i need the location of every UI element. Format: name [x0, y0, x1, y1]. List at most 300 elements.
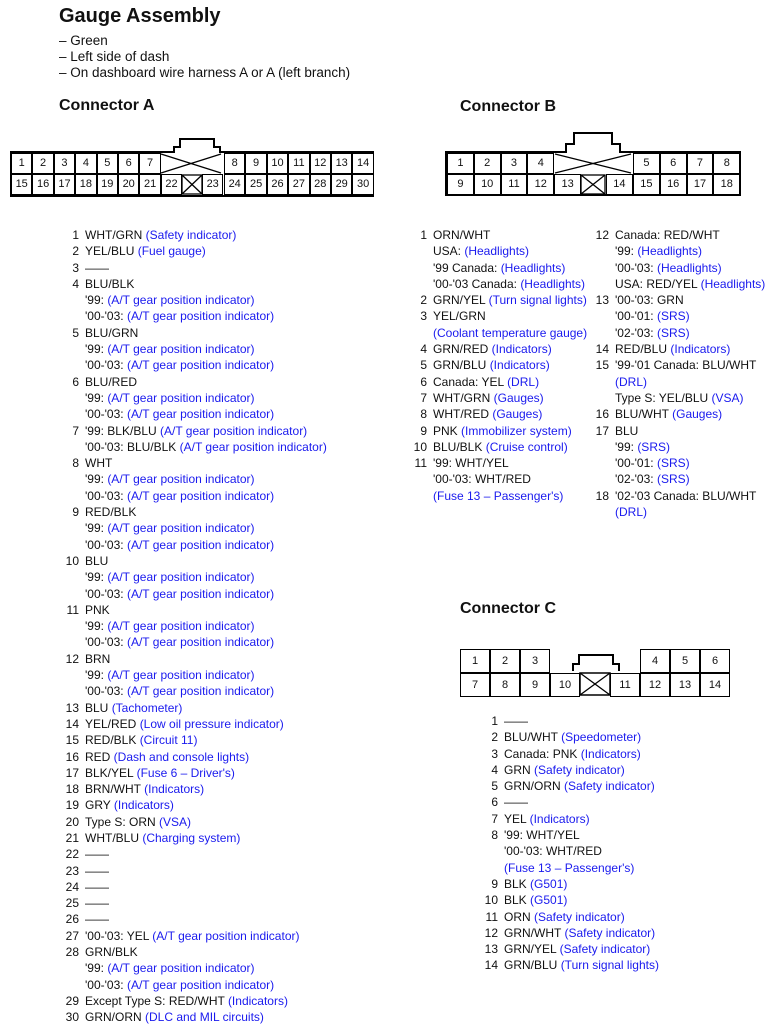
pin-number: 17	[595, 423, 609, 438]
circuit-description: (G501)	[530, 893, 568, 908]
circuit-description: (Gauges)	[493, 390, 544, 405]
connector-b-cavity-14: 14	[606, 174, 633, 195]
pin-entry	[474, 827, 659, 876]
circuit-description: (Low oil pressure indicator)	[139, 716, 284, 731]
wire-color: WHT/BLU	[85, 830, 143, 845]
pin-number: 14	[484, 958, 498, 973]
wire-color: '00-'01:	[615, 309, 657, 324]
connector-a-cavity-5: 5	[97, 153, 118, 174]
circuit-description: (A/T gear position indicator)	[107, 668, 255, 683]
pin-entry	[59, 781, 327, 797]
wire-color: ——	[504, 795, 528, 810]
connector-c-cavity-2: 2	[490, 649, 520, 673]
circuit-description: (Headlights)	[700, 276, 766, 291]
circuit-description: (Indicators)	[144, 782, 205, 797]
pin-number: 12	[595, 228, 609, 242]
pin-entry	[405, 357, 587, 373]
pin-number: 10	[413, 439, 427, 454]
wire-color: GRN/RED	[433, 342, 492, 357]
pin-entry	[59, 504, 327, 553]
connector-b-cavity-17: 17	[687, 174, 714, 195]
pin-number: 11	[485, 909, 498, 924]
pin-number: 6	[72, 374, 79, 389]
circuit-description: (A/T gear position indicator)	[107, 961, 255, 976]
wire-color: USA: RED/YEL	[615, 276, 701, 291]
pin-number: 9	[491, 876, 498, 891]
circuit-description: (Speedometer)	[561, 730, 642, 745]
wire-color: PNK	[85, 602, 110, 617]
wire-color: '00-'03:	[85, 537, 127, 552]
pin-entry	[59, 455, 327, 504]
circuit-description: (Charging system)	[142, 830, 241, 845]
circuit-description: (A/T gear position indicator)	[126, 537, 275, 552]
pin-number: 5	[420, 358, 427, 373]
connector-a-cavity-18: 18	[75, 174, 96, 195]
circuit-description: (Indicators)	[227, 993, 288, 1008]
pin-number: 1	[72, 228, 79, 242]
pin-number: 29	[65, 993, 79, 1008]
pin-number: 4	[72, 276, 79, 291]
connector-a-cavity-22: 22	[161, 174, 182, 195]
pin-number: 18	[595, 488, 609, 503]
pin-number: 13	[595, 293, 609, 308]
connector-c-cavity-1: 1	[460, 649, 490, 673]
wire-color: BLU/WHT	[504, 730, 562, 745]
connector-a-cavity-8: 8	[224, 153, 245, 174]
pin-number: 13	[65, 700, 79, 715]
wire-color: ——	[85, 879, 109, 894]
circuit-description: (Gauges)	[672, 407, 723, 422]
circuit-description: (SRS)	[656, 325, 690, 340]
pin-entry	[59, 553, 327, 602]
wire-color: '00-'03: WHT/RED	[504, 844, 602, 859]
connector-b-latch	[564, 130, 622, 154]
pin-entry	[59, 700, 327, 716]
pin-entry	[59, 602, 327, 651]
pin-number: 10	[484, 893, 498, 908]
circuit-description: (A/T gear position indicator)	[126, 488, 275, 503]
circuit-description: (Headlights)	[500, 260, 566, 275]
pin-entry	[582, 406, 765, 422]
connector-a-cavity-25: 25	[245, 174, 266, 195]
wire-color: '02-'03:	[615, 325, 657, 340]
connector-c-cavity-13: 13	[670, 673, 700, 697]
circuit-description: (A/T gear position indicator)	[179, 439, 327, 454]
pin-entry	[59, 863, 327, 879]
connector-b-cavity-12: 12	[527, 174, 554, 195]
wire-color: '99:	[615, 244, 638, 259]
pin-number: 3	[420, 309, 427, 324]
connector-b-cavity-4: 4	[527, 153, 554, 174]
connector-a-cavity-28: 28	[310, 174, 331, 195]
connector-a-cavity-13: 13	[331, 153, 352, 174]
pin-entry	[405, 406, 587, 422]
connector-c-cavity-10: 10	[550, 673, 580, 697]
circuit-description: (Indicators)	[670, 342, 731, 357]
connector-a-cavity-24: 24	[224, 174, 245, 195]
pin-entry	[59, 749, 327, 765]
pin-entry	[59, 944, 327, 993]
circuit-description: (Headlights)	[520, 276, 586, 291]
pin-number: 8	[491, 828, 498, 843]
connector-a-cavity-12: 12	[310, 153, 331, 174]
circuit-description: (Coolant temperature gauge)	[433, 325, 588, 340]
pin-entry	[474, 941, 659, 957]
circuit-description: (SRS)	[637, 439, 670, 454]
connector-a-cavity-21: 21	[139, 174, 160, 195]
circuit-description: (A/T gear position indicator)	[107, 390, 255, 405]
wire-color: ORN	[504, 909, 534, 924]
wire-color: '99:	[85, 293, 108, 308]
wire-color: GRN/ORN	[504, 779, 564, 794]
connector-b-cavity-15: 15	[633, 174, 660, 195]
pin-entry	[405, 292, 587, 308]
circuit-description: (G501)	[530, 876, 568, 891]
circuit-description: (A/T gear position indicator)	[107, 570, 255, 585]
pin-entry	[474, 811, 659, 827]
wire-color: '00-'03:	[85, 309, 127, 324]
circuit-description: (DLC and MIL circuits)	[145, 1010, 264, 1025]
pin-number: 2	[491, 730, 498, 745]
wire-color: Type S: YEL/BLU	[615, 390, 712, 405]
wire-color: RED/BLU	[615, 342, 671, 357]
pin-entry	[59, 814, 327, 830]
wire-color: ——	[85, 260, 109, 275]
pin-entry	[59, 243, 327, 259]
circuit-description: (Indicators)	[529, 811, 590, 826]
circuit-description: (A/T gear position indicator)	[126, 407, 275, 422]
pin-number: 24	[65, 879, 79, 894]
circuit-description: (A/T gear position indicator)	[152, 928, 300, 943]
wire-color: '99: BLK/BLU	[85, 423, 160, 438]
pin-number: 4	[491, 762, 498, 777]
wire-color: GRY	[85, 798, 114, 813]
wire-color: GRN/YEL	[504, 942, 560, 957]
pin-entry	[59, 651, 327, 700]
pin-number: 1	[420, 228, 427, 242]
pin-number: 6	[420, 374, 427, 389]
circuit-description: (DRL)	[615, 505, 647, 520]
pin-number: 7	[72, 423, 79, 438]
connector-a-cavity-14: 14	[352, 153, 373, 174]
wire-color: BLU/GRN	[85, 325, 139, 340]
pin-entry	[582, 357, 765, 406]
pin-entry	[582, 292, 765, 341]
wire-color: WHT/GRN	[85, 228, 146, 242]
circuit-description: (A/T gear position indicator)	[126, 586, 275, 601]
circuit-description: (SRS)	[656, 472, 690, 487]
connector-c-cavity-11: 11	[610, 673, 640, 697]
wire-color: '00-'03:	[85, 635, 127, 650]
wire-color: GRN/BLU	[433, 358, 490, 373]
connector-a-pin-list	[59, 227, 327, 1026]
wire-color: '99:	[85, 961, 108, 976]
pin-entry	[405, 455, 587, 504]
pin-number: 17	[65, 765, 79, 780]
wire-color: ——	[85, 896, 109, 911]
connector-b-cavity-6: 6	[660, 153, 687, 174]
connector-b-cavity-11: 11	[501, 174, 528, 195]
connector-b-cavity-18: 18	[713, 174, 740, 195]
circuit-description: (Fuse 13 – Passenger's)	[433, 488, 564, 503]
connector-a-cavity-6: 6	[118, 153, 139, 174]
pin-entry	[474, 957, 659, 973]
connector-a-cavity-7: 7	[139, 153, 160, 174]
circuit-description: (Safety indicator)	[534, 762, 625, 777]
circuit-description: (Indicators)	[491, 342, 552, 357]
wire-color: Canada: RED/WHT	[615, 228, 720, 242]
wire-color: WHT	[85, 456, 113, 471]
connector-b-cavity-1: 1	[447, 153, 474, 174]
pin-entry	[59, 423, 327, 456]
wire-color: GRN/BLU	[504, 958, 561, 973]
connector-c-heading: Connector C	[460, 600, 556, 617]
pin-entry	[474, 746, 659, 762]
wire-color: USA:	[433, 244, 465, 259]
circuit-description: (A/T gear position indicator)	[126, 358, 275, 373]
connector-a-cavity-23: 23	[202, 174, 223, 195]
wire-color: YEL/RED	[85, 716, 140, 731]
circuit-description: (A/T gear position indicator)	[160, 423, 308, 438]
pin-number: 9	[420, 423, 427, 438]
pin-entry	[59, 325, 327, 374]
circuit-description: (Headlights)	[464, 244, 530, 259]
connector-c-cavity-3: 3	[520, 649, 550, 673]
wire-color: '00-'03:	[85, 586, 127, 601]
circuit-description: (Turn signal lights)	[488, 293, 587, 308]
pin-entry	[59, 928, 327, 944]
pin-number: 20	[65, 814, 79, 829]
wire-color: BLU	[615, 423, 639, 438]
connector-c-pin-list	[474, 713, 659, 974]
wire-color: '99:	[85, 570, 108, 585]
pin-entry	[59, 732, 327, 748]
connector-b-cavity-10: 10	[474, 174, 501, 195]
circuit-description: (Gauges)	[492, 407, 543, 422]
pin-entry	[405, 374, 587, 390]
circuit-description: (Turn signal lights)	[560, 958, 659, 973]
wire-color: RED	[85, 749, 114, 764]
connector-b-cavity-16: 16	[660, 174, 687, 195]
pin-number: 14	[595, 342, 609, 357]
connector-b-cavity-7: 7	[687, 153, 714, 174]
wire-color: '99-'01 Canada: BLU/WHT	[615, 358, 757, 373]
pin-entry	[405, 227, 587, 292]
wire-color: BLU/BLK	[85, 276, 135, 291]
connector-b-heading: Connector B	[460, 98, 556, 115]
circuit-description: (DRL)	[615, 374, 647, 389]
pin-number: 7	[491, 811, 498, 826]
wire-color: '99:	[85, 390, 108, 405]
wire-color: '99 Canada:	[433, 260, 501, 275]
wire-color: '00-'03:	[85, 684, 127, 699]
wire-color: '00-'03 Canada:	[433, 276, 521, 291]
circuit-description: (Indicators)	[580, 746, 641, 761]
connector-c-latch	[571, 652, 621, 672]
wire-color: GRN/ORN	[85, 1010, 145, 1025]
wire-color: Type S: ORN	[85, 814, 160, 829]
pin-number: 10	[65, 553, 79, 568]
connector-c-cavity-12: 12	[640, 673, 670, 697]
circuit-description: (SRS)	[656, 309, 690, 324]
pin-number: 22	[65, 847, 79, 862]
pin-entry	[474, 778, 659, 794]
pin-number: 5	[491, 779, 498, 794]
wire-color: '99:	[85, 521, 108, 536]
wire-color: BLU/RED	[85, 374, 138, 389]
wire-color: BLK	[504, 893, 531, 908]
connector-c-cavity-6: 6	[700, 649, 730, 673]
pin-entry	[59, 797, 327, 813]
pin-number: 19	[65, 798, 79, 813]
connector-a-cavity-15: 15	[11, 174, 32, 195]
connector-c-cavity-7: 7	[460, 673, 490, 697]
wire-color: YEL	[504, 811, 530, 826]
connector-b-cavity-13: 13	[554, 174, 581, 195]
wire-color: '00-'03: BLU/BLK	[85, 439, 180, 454]
connector-a-cavity-20: 20	[118, 174, 139, 195]
connector-c-cavity-14: 14	[700, 673, 730, 697]
pin-number: 18	[65, 782, 79, 797]
wire-color: '00-'03:	[85, 407, 127, 422]
pin-entry	[59, 1009, 327, 1025]
connector-a-cavity-27: 27	[288, 174, 309, 195]
connector-a-cavity-19: 19	[97, 174, 118, 195]
wire-color: GRN/WHT	[504, 925, 565, 940]
wire-color: '99:	[85, 472, 108, 487]
pin-number: 30	[65, 1010, 79, 1025]
wire-color: BLK/YEL	[85, 765, 137, 780]
connector-c-cavity-8: 8	[490, 673, 520, 697]
wire-color: '00-'01:	[615, 456, 657, 471]
circuit-description: (Fuel gauge)	[137, 244, 206, 259]
wire-color: ——	[85, 847, 109, 862]
pin-number: 2	[420, 293, 427, 308]
note-color: – Green	[59, 33, 108, 48]
wire-color: GRN	[504, 762, 534, 777]
circuit-description: (Headlights)	[637, 244, 703, 259]
connector-a-cavity-29: 29	[331, 174, 352, 195]
pin-number: 2	[72, 244, 79, 259]
circuit-description: (A/T gear position indicator)	[107, 619, 255, 634]
pin-entry	[474, 794, 659, 810]
connector-a-cavity-30: 30	[352, 174, 373, 195]
circuit-description: (A/T gear position indicator)	[107, 472, 255, 487]
pin-number: 11	[66, 602, 79, 617]
wire-color: '99:	[85, 619, 108, 634]
pin-entry	[405, 341, 587, 357]
circuit-description: (Safety indicator)	[564, 779, 655, 794]
pin-entry	[474, 729, 659, 745]
circuit-description: (A/T gear position indicator)	[107, 521, 255, 536]
pin-entry	[582, 341, 765, 357]
wire-color: '00-'03: YEL	[85, 928, 153, 943]
wire-color: '99:	[85, 668, 108, 683]
connector-c-cavity-9: 9	[520, 673, 550, 697]
connector-b-cavity-9: 9	[447, 174, 474, 195]
pin-entry	[474, 713, 659, 729]
circuit-description: (Circuit 11)	[139, 733, 198, 748]
wire-color: '99:	[85, 342, 108, 357]
wire-color: WHT/RED	[433, 407, 493, 422]
wire-color: PNK	[433, 423, 462, 438]
wire-color: '99: WHT/YEL	[504, 828, 580, 843]
pin-entry	[59, 227, 327, 243]
pin-entry	[59, 879, 327, 895]
circuit-description: (Headlights)	[656, 260, 722, 275]
connector-a-cavity-10: 10	[267, 153, 288, 174]
wire-color: RED/BLK	[85, 733, 140, 748]
pin-entry	[59, 846, 327, 862]
circuit-description: (A/T gear position indicator)	[126, 635, 275, 650]
pin-number: 8	[72, 456, 79, 471]
connector-a-cavity-26: 26	[267, 174, 288, 195]
pin-number: 16	[65, 749, 79, 764]
pin-entry	[59, 830, 327, 846]
pin-entry	[405, 308, 587, 341]
wire-color: '99: WHT/YEL	[433, 456, 509, 471]
circuit-description: (A/T gear position indicator)	[107, 342, 255, 357]
connector-b-pin-list-left	[405, 227, 587, 504]
location-notes	[59, 33, 350, 81]
note-location: – Left side of dash	[59, 49, 170, 64]
wire-color: '00-'03:	[85, 488, 127, 503]
wire-color: RED/BLK	[85, 505, 137, 520]
connector-a-cavity-9: 9	[245, 153, 266, 174]
circuit-description: (Immobilizer system)	[461, 423, 572, 438]
circuit-description: (Safety indicator)	[145, 228, 237, 242]
pin-entry	[59, 716, 327, 732]
circuit-description: (Cruise control)	[485, 439, 568, 454]
connector-c-key-cross	[579, 672, 611, 696]
pin-number: 7	[420, 390, 427, 405]
circuit-description: (Safety indicator)	[559, 942, 651, 957]
connector-b-cavity-5: 5	[633, 153, 660, 174]
pin-entry	[59, 276, 327, 325]
pin-number: 15	[595, 358, 609, 373]
circuit-description: (Tachometer)	[111, 700, 183, 715]
connector-b-cavity-2: 2	[474, 153, 501, 174]
wire-color: '00-'03:	[615, 260, 657, 275]
note-harness: – On dashboard wire harness A or A (left branch)	[59, 65, 351, 80]
wire-color: BLU	[85, 700, 112, 715]
connector-a-latch	[172, 136, 222, 154]
pin-entry	[405, 423, 587, 439]
circuit-description: (VSA)	[159, 814, 192, 829]
wire-color: Canada: YEL	[433, 374, 508, 389]
page-title: Gauge Assembly	[59, 5, 221, 27]
pin-number: 3	[72, 260, 79, 275]
wire-color: ——	[85, 863, 109, 878]
pin-number: 15	[65, 733, 79, 748]
wire-color: '02-'03 Canada: BLU/WHT	[615, 488, 757, 503]
circuit-description: (Indicators)	[113, 798, 174, 813]
wire-color: BRN	[85, 651, 111, 666]
pin-entry	[582, 227, 765, 292]
wire-color: '00-'03:	[85, 358, 127, 373]
connector-c-cavity-4: 4	[640, 649, 670, 673]
circuit-description: (Safety indicator)	[534, 909, 625, 924]
circuit-description: (Indicators)	[489, 358, 550, 373]
pin-number: 13	[484, 942, 498, 957]
connector-c-cavity-5: 5	[670, 649, 700, 673]
connector-a-cavity-1: 1	[11, 153, 32, 174]
pin-number: 11	[414, 456, 427, 471]
circuit-description: (Safety indicator)	[564, 925, 656, 940]
wire-color: BLU	[85, 553, 109, 568]
pin-number: 3	[491, 746, 498, 761]
wire-color: '02-'03:	[615, 472, 657, 487]
